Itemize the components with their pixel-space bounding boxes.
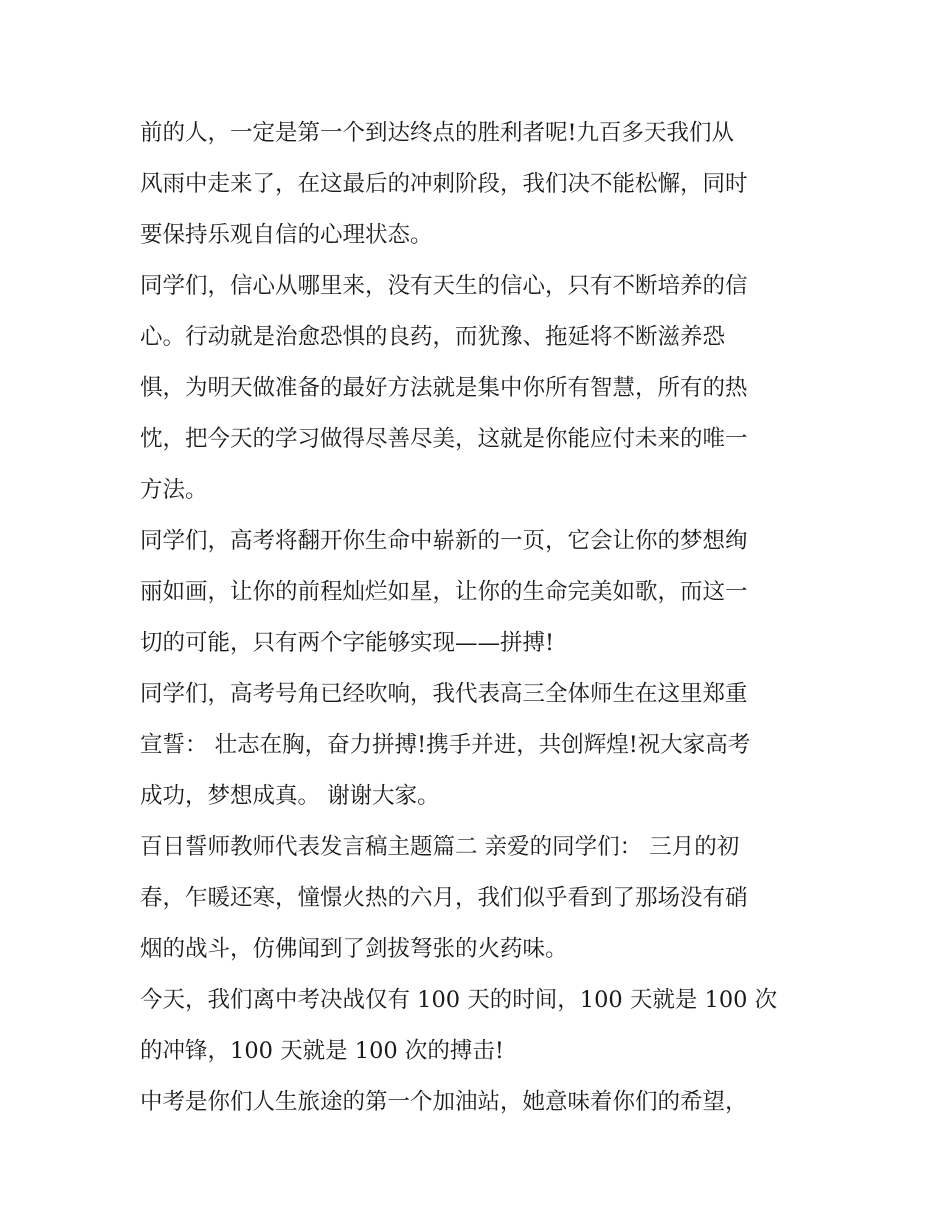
text-line: 前的人，一定是第一个到达终点的胜利者呢!九百多天我们从	[140, 120, 735, 146]
text-line: 同学们，高考将翻开你生命中崭新的一页，它会让你的梦想绚	[140, 528, 748, 554]
text-line: 烟的战斗，仿佛闻到了剑拔弩张的火药味。	[140, 936, 568, 962]
text-line: 风雨中走来了，在这最后的冲刺阶段，我们决不能松懈，同时	[140, 171, 748, 197]
text-line: 同学们，高考号角已经吹响，我代表高三全体师生在这里郑重	[140, 681, 748, 707]
text-line: 宣誓： 壮志在胸，奋力拼搏!携手并进，共创辉煌!祝大家高考	[140, 732, 751, 758]
document-body	[140, 108, 812, 1128]
text-line: 的冲锋，100 天就是 100 次的搏击!	[140, 1038, 504, 1064]
text-line: 中考是你们人生旅途的第一个加油站，她意味着你们的希望，	[140, 1089, 748, 1115]
text-line: 今天，我们离中考决战仅有 100 天的时间，100 天就是 100 次	[140, 987, 778, 1013]
text-line: 方法。	[140, 477, 208, 503]
text-line: 成功，梦想成真。 谢谢大家。	[140, 783, 440, 809]
text-line: 切的可能，只有两个字能够实现——拼搏!	[140, 630, 555, 656]
text-line: 百日誓师教师代表发言稿主题篇二 亲爱的同学们： 三月的初	[140, 834, 740, 860]
text-line: 心。行动就是治愈恐惧的良药，而犹豫、拖延将不断滋养恐	[140, 324, 726, 350]
text-line: 丽如画，让你的前程灿烂如星，让你的生命完美如歌，而这一	[140, 579, 748, 605]
text-line: 春，乍暖还寒，憧憬火热的六月，我们似乎看到了那场没有硝	[140, 885, 748, 911]
text-line: 忱，把今天的学习做得尽善尽美，这就是你能应付未来的唯一	[140, 426, 748, 452]
text-line: 要保持乐观自信的心理状态。	[140, 222, 433, 248]
text-line: 同学们，信心从哪里来，没有天生的信心，只有不断培养的信	[140, 273, 748, 299]
text-line: 惧，为明天做准备的最好方法就是集中你所有智慧，所有的热	[140, 375, 748, 401]
